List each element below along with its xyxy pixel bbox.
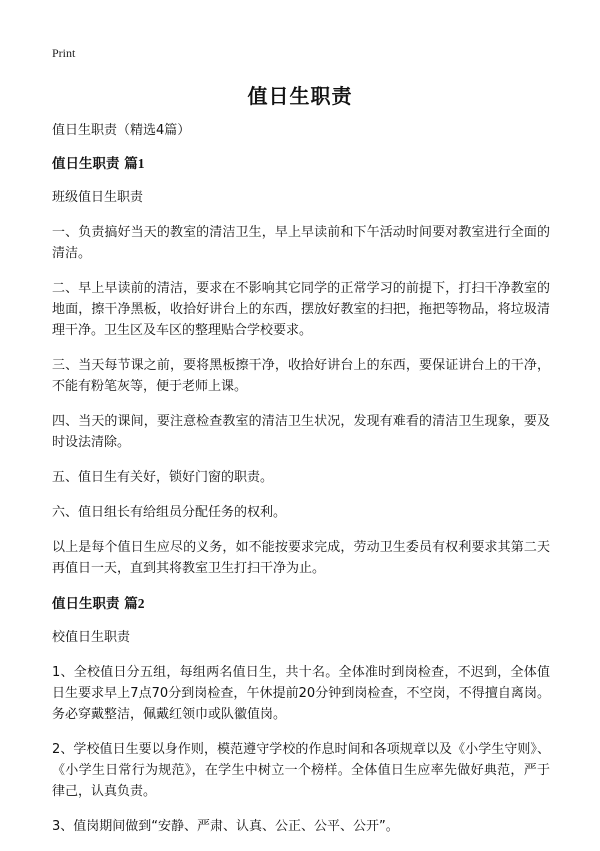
- paragraph: 以上是每个值日生应尽的义务，如不能按要求完成，劳动卫生委员有权利要求其第二天再值日一天，直到其将教室卫生打扫干净为止。: [52, 540, 550, 576]
- document-body: [52, 120, 550, 851]
- paragraph: 三、当天每节课之前，要将黑板擦干净，收拾好讲台上的东西，要保证讲台上的干净，不能有粉笔灰等，便于老师上课。: [52, 358, 550, 394]
- paragraph: 五、值日生有关好，锁好门窗的职责。: [52, 470, 274, 485]
- section-heading-text: 值日生职责: [52, 596, 125, 612]
- paragraph: 校值日生职责: [52, 630, 131, 645]
- paragraph: 1、全校值日分五组，每组两名值日生，共十名。全体准时到岗检查，不迟到，全体值日生要求早上7点70分到岗检查，午休提前20分钟到岗检查，不空岗，不得擅自离岗。务必穿戴整洁，佩戴红领巾或队徽值岗。: [52, 665, 550, 722]
- document-title: 值日生职责: [247, 84, 353, 108]
- document-subtitle: 值日生职责（精选4篇）: [52, 123, 191, 138]
- print-label: Print: [52, 46, 76, 60]
- paragraph: 班级值日生职责: [52, 190, 144, 205]
- paragraph: 3、值岗期间做到“安静、严肃、认真、公正、公平、公开”。: [52, 819, 399, 834]
- section-heading-number: 篇1: [124, 156, 145, 171]
- section-heading-text: 值日生职责: [52, 156, 125, 172]
- section-heading: [52, 593, 550, 615]
- paragraph: 一、负责搞好当天的教室的清洁卫生，早上早读前和下午活动时间要对教室进行全面的清洁。: [52, 225, 550, 261]
- paragraph: 2、学校值日生要以身作则，模范遵守学校的作息时间和各项规章以及《小学生守则》、《小学生日常行为规范》，在学生中树立一个榜样。全体值日生应率先做好典范，严于律己，认真负责。: [52, 742, 550, 799]
- paragraph: 六、值日组长有给组员分配任务的权利。: [52, 505, 287, 520]
- section-heading: [52, 153, 550, 175]
- section-heading-number: 篇2: [124, 596, 145, 611]
- paragraph: 四、当天的课间，要注意检查教室的清洁卫生状况，发现有难看的清洁卫生现象，要及时设法清除。: [52, 414, 550, 450]
- paragraph: 二、早上早读前的清洁，要求在不影响其它同学的正常学习的前提下，打扫干净教室的地面，擦干净黑板，收拾好讲台上的东西，摆放好教室的扫把，拖把等物品，将垃圾清理干净。卫生区及车区的整理贴合学校要求。: [52, 281, 550, 338]
